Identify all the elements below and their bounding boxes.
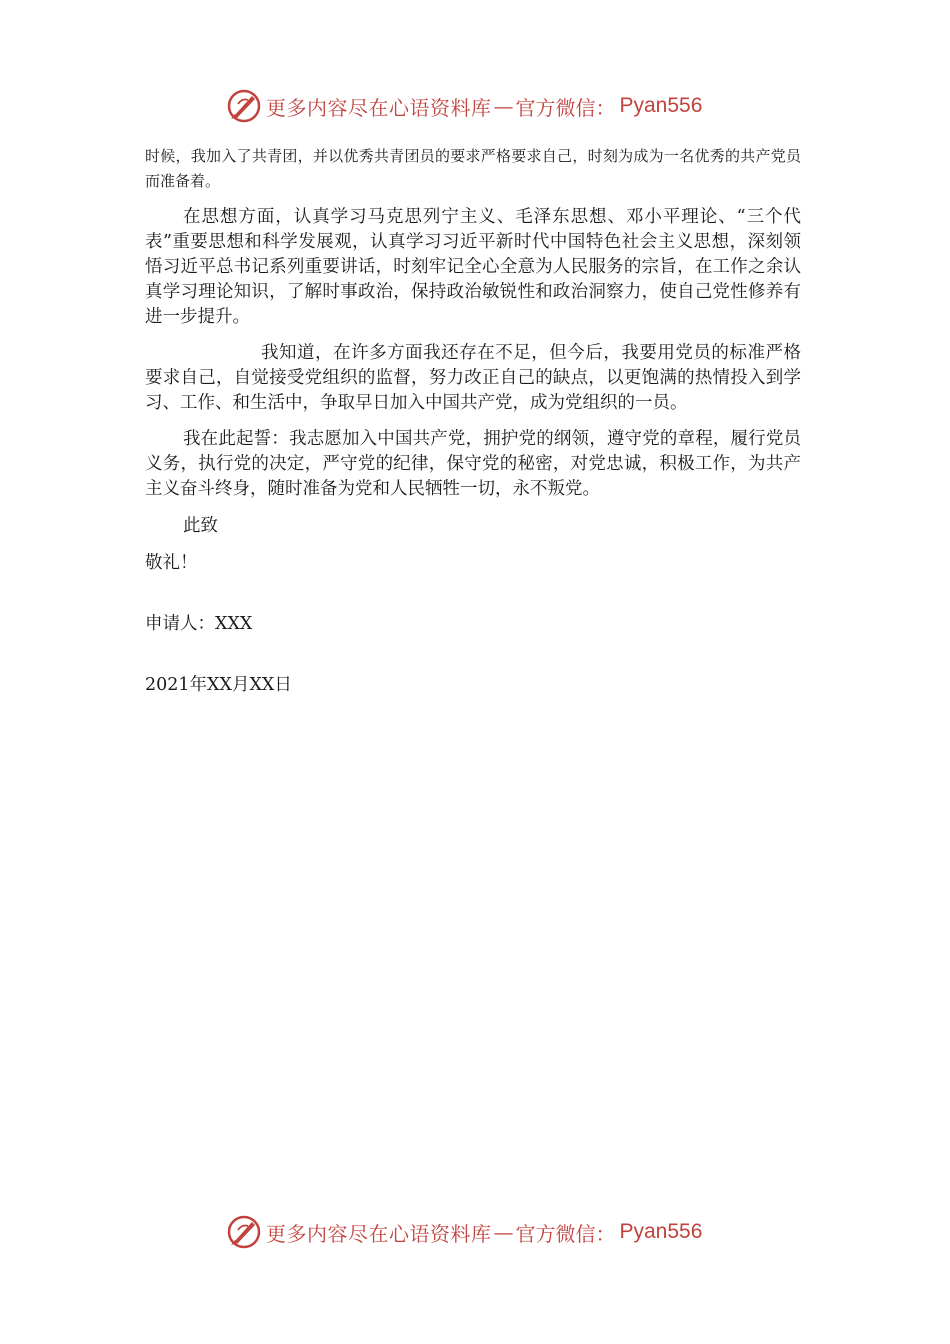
letter-body bbox=[145, 144, 801, 698]
footer-banner bbox=[0, 1206, 950, 1256]
paragraph-shortcomings: 我知道，在许多方面我还存在不足，但今后，我要用党员的标准严格要求自己，自觉接受党组织的监督，努力改正自己的缺点，以更饱满的热情投入到学习、工作、和生活中，争取早日加入中国共产党，成为党组织的一员。 bbox=[145, 343, 801, 413]
salutation-text: 敬礼！ bbox=[145, 553, 198, 573]
applicant-signature: 申请人：XXX bbox=[145, 614, 253, 634]
letter-date: 2021年XX月XX日 bbox=[145, 675, 292, 695]
paragraph-continuation: 时候，我加入了共青团，并以优秀共青团员的要求严格要求自己，时刻为成为一名优秀的共产党员而准备着。 bbox=[145, 147, 801, 190]
closing-text: 此致 bbox=[183, 516, 218, 536]
pen-circle-logo-icon bbox=[226, 88, 262, 124]
banner-separator: — bbox=[493, 1220, 514, 1244]
banner-slogan: 更多内容尽在心语资料库 bbox=[266, 1221, 492, 1246]
pen-circle-logo-icon bbox=[226, 1214, 262, 1250]
banner-wechat-id: Pyan556 bbox=[619, 1220, 703, 1243]
paragraph-thought: 在思想方面，认真学习马克思列宁主义、毛泽东思想、邓小平理论、“三个代表”重要思想和科学发展观，认真学习习近平新时代中国特色社会主义思想，深刻领悟习近平总书记系列重要讲话，时刻牢记全心全意为人民服务的宗旨，在工作之余认真学习理论知识，了解时事政治，保持政治敏锐性和政治洞察力，使自己党性修养有进一步提升。 bbox=[145, 207, 801, 327]
banner-wechat-label: 官方微信： bbox=[515, 1221, 616, 1246]
header-banner bbox=[0, 80, 950, 130]
banner-wechat-label: 官方微信： bbox=[515, 95, 616, 120]
banner-wechat-id: Pyan556 bbox=[619, 94, 703, 117]
banner-slogan: 更多内容尽在心语资料库 bbox=[266, 95, 492, 120]
paragraph-oath: 我在此起誓：我志愿加入中国共产党，拥护党的纲领，遵守党的章程，履行党员义务，执行党的决定，严守党的纪律，保守党的秘密，对党忠诚，积极工作，为共产主义奋斗终身，随时准备为党和人民牺牲一切，永不叛党。 bbox=[145, 429, 801, 499]
banner-separator: — bbox=[493, 94, 514, 118]
